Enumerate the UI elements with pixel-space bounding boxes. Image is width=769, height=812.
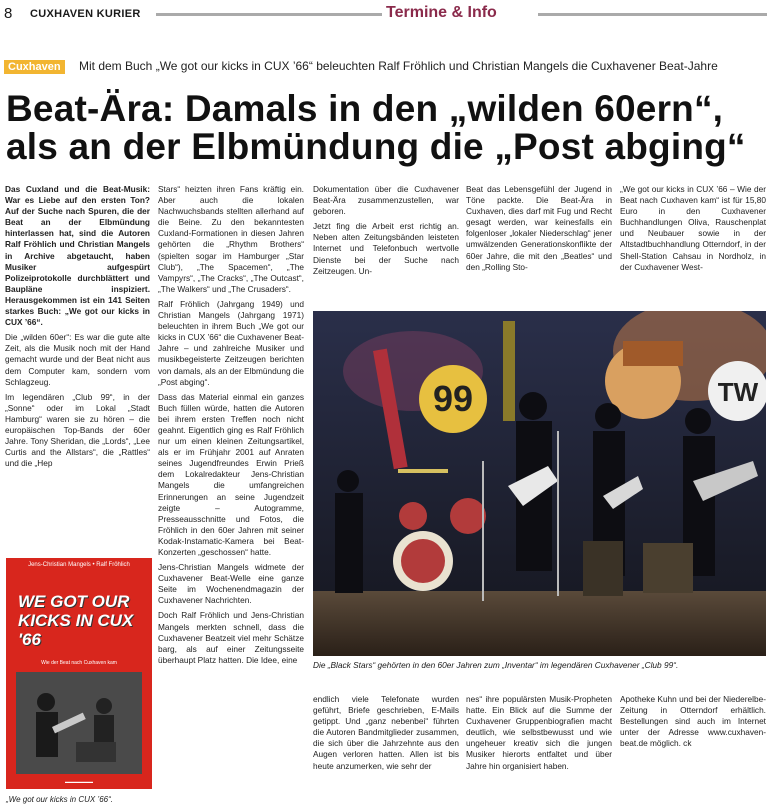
article-paragraph: Dass das Material einmal ein ganzes Buch füllen würde, hatten die Autoren bei ihrem ersten Treffen noch nicht geahnt. Eigentlich ging es Ralf Fröhlich nur um einen kleinen Zeitungsartikel, als er im Frühjahr 2001 auf Anraten seines Jugendfreundes Erwin Prieß dem Lokalredakteur Jens-Christian Mangels die umfangreichen Erinnerungen an seine Jugendzeit zeigte – Autogramme, Presseausschnitte und Fotos, die Fröhlich in den 60er Jahren mit seiner Kodak-Instamatic-Kamera bei Beat-Konzerten „geschossen“ hatte. [158,391,304,557]
photo-caption: Die „Black Stars“ gehörten in den 60er Jahren zum „Inventar“ im legendären Cuxhavener „Club 99“. [313,660,679,670]
cover-authors: Jens-Christian Mangels • Ralf Fröhlich [28,562,130,568]
article-paragraph: „We got our kicks in CUX ’66 – Wie der Beat nach Cuxhaven kam“ ist für 15,80 Euro in den Cuxhavener Buchhandlungen Oliva, Rauschenplat und Neubauer sowie in der Altstadtbuchhandlung Otterndorf, in der Shell-Station Cahsau in Nordholz, in der Cuxhavener West- [620,184,766,272]
band-photo [313,311,766,656]
article-paragraph: Jetzt fing die Arbeit erst richtig an. Neben alten Zeitungsbänden leisteten Internet und Telefonbuch wertvolle Dienste bei der Suche nach Zeitzeugen. Un- [313,221,459,276]
article-paragraph: Die „wilden 60er“: Es war die gute alte Zeit, als die Musik noch mit der Hand gemacht wurde und der Beat nicht aus dem Computer kam, sondern vom Schlagzeug. [5,332,150,387]
book-cover [6,558,152,789]
article-paragraph: Ralf Fröhlich (Jahrgang 1949) und Christian Mangels (Jahrgang 1971) beleuchten in ihrem Buch „We got our kicks in CUX ’66“ die Cuxhavener Beat-Jahre – und zahlreiche Musiker und musikbegeisterte Zeitzeugen berichten von damals, als an der Elbmündung die „Post abging“. [158,298,304,387]
cover-title: WE GOT OUR KICKS IN CUX '66 [18,592,134,649]
cover-caption: „We got our kicks in CUX ’66“. [6,795,113,804]
article-paragraph: Apotheke Kuhn und bei der Niederelbe-Zeitung in Otterndorf erhältlich. Bestellungen sind auch im Internet unter der Adresse www.cuxhaven-beat.de möglich. ck [620,694,766,749]
article-paragraph: Dokumentation über die Cuxhavener Beat-Ära zusammenzustellen, war geboren. [313,184,459,217]
section-title: Termine & Info [386,4,497,21]
article-paragraph: Doch Ralf Fröhlich und Jens-Christian Mangels merkten schnell, dass die Cuxhavener Beatzeit viel mehr Schätze barg, als auf einer Zeitungsseite überhaupt Platz hatten. Die Idee, eine [158,610,304,665]
article-column-3-bottom [313,694,459,776]
article-lead: Das Cuxland und die Beat-Musik: War es Liebe auf den ersten Ton? Auf der Suche nach Spuren, die der Beat an der Elbmündung hinterlassen hat, sind die Autoren Ralf Fröhlich und Christian Mangels in Archive abgetaucht, haben Musiker aufgespürt Polizeiprotokolle durchblättert und Baupläne inspiziert. Herausgekommen ist ein 141 Seiten starkes Buch: „We got our kicks in CUX ’66“. [5,184,150,328]
article-column-5 [620,184,766,277]
cover-subtitle: Wie der Beat nach Cuxhaven kam [41,660,117,666]
club-99-sign: 99 [432,378,474,419]
page-number: 8 [4,5,13,22]
cover-footer: ▬▬▬▬▬▬▬ [65,779,93,784]
cover-band-silhouette [16,672,142,774]
article-column-1 [5,184,150,473]
publication-name: CUXHAVEN KURIER [30,8,141,20]
headline-line-2: als an der Elbmündung die „Post abging“ [6,126,746,167]
article-paragraph: Beat das Lebensgefühl der Jugend in Töne packte. Die Beat-Ära in Cuxhaven, dies darf mit Fug und Recht gesagt werden, war keinesfalls ein folgenloser „lokaler Niederschlag“ jener umwälzenden Generationskonflikte der 60er Jahre, die mit den „Beatles“ und den „Rolling Sto- [466,184,612,272]
svg-text:TW: TW [717,377,759,407]
article-column-4-bottom [466,694,612,776]
article-column-2 [158,184,304,670]
header-rule-right [538,13,767,16]
band-photo-illustration [313,311,766,656]
kicker-tag: Cuxhaven [4,60,65,74]
article-column-3 [313,184,459,281]
article-paragraph: Jens-Christian Mangels widmete der Cuxhavener Beat-Welle eine ganze Seite im Wochenendmagazin der Cuxhavener Nachrichten. [158,562,304,606]
headline-line-1: Beat-Ära: Damals in den „wilden 60ern“, [6,88,724,129]
article-paragraph: Im legendären „Club 99“, in der „Sonne“ oder im Lokal „Stadt Hamburg“ waren sie zu hören – die europäischen Top-Bands der 60er Jahre. Tony Sheridan, die „Lords“, „Lee Curtis and the Allstars“, die „Rattles“ und die „Hep [5,391,150,469]
article-column-4 [466,184,612,277]
article-paragraph: nes“ ihre populärsten Musik-Propheten hatte. Ein Blick auf die Summe der Cuxhavener Gruppenbiografien macht deutlich, wie selbstbewusst und wie ungeheuer kreativ sich die jungen Musiker hierorts entfaltet und über Jahre hin organisiert haben. [466,694,612,771]
kicker-text: Mit dem Buch „We got our kicks in CUX ’66“ beleuchten Ralf Fröhlich und Christian Mangels die Cuxhavener Beat-Jahre [79,59,718,73]
article-column-5-bottom [620,694,766,753]
article-paragraph: endlich viele Telefonate wurden geführt, Briefe geschrieben, E-Mails getippt. Und „ganz nebenbei“ führten die Autoren Bandmitglieder zusammen, die sich über die Jahrzehnte aus den Augen verloren hatten. Allen ist bis heute anzumerken, wie sehr der [313,694,459,771]
headline [6,90,766,166]
article-paragraph: Stars“ heizten ihren Fans kräftig ein. Aber auch die lokalen Nachwuchsbands stellten allerhand auf die Beine. Zu den bekanntesten Cuxland-Formationen in diesen Jahren gehörten die „Rhythm Brothers“ (spielten sogar im Hamburger „Star Club“), „The Spacemen“, „The Vampyrs“, „The Cracks“, „The Outcast“, „The Walkers“ und „The Crusaders“. [158,184,304,294]
header-rule-left [156,13,382,16]
cover-photo [16,672,142,774]
